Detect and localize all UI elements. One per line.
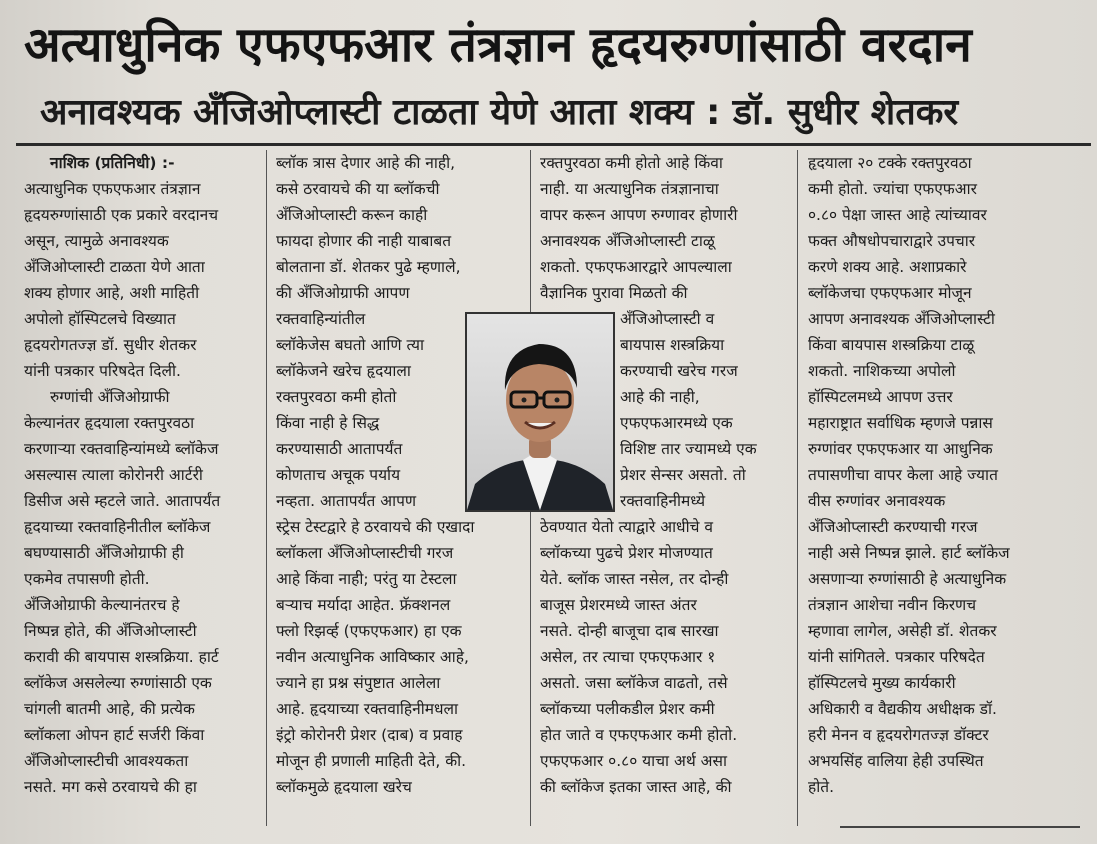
article-text-line: आहे किंवा नाही; परंतु या टेस्टला — [276, 570, 457, 588]
article-text-line: निष्पन्न होते, की अँजिओप्लास्टी — [24, 622, 197, 640]
doctor-portrait-photo — [465, 312, 615, 512]
article-text-line: बोलताना डॉ. शेतकर पुढे म्हणाले, — [276, 258, 461, 276]
article-text-line: फक्त औषधोपचाराद्वारे उपचार — [808, 232, 976, 250]
article-text-line: नव्हता. आतापर्यंत आपण — [276, 492, 417, 510]
article-text-line: अनावश्यक अँजिओप्लास्टी टाळू — [540, 232, 715, 250]
article-text-line: शक्य होणार आहे, अशी माहिती — [24, 284, 200, 302]
article-text-line: आपण अनावश्यक अँजिओप्लास्टी — [808, 310, 995, 328]
article-text-line: हरी मेनन व हृदयरोगतज्ज्ञ डॉक्टर — [808, 726, 989, 744]
article-text-line: नाही असे निष्पन्न झाले. हार्ट ब्लॉकेज — [808, 544, 1010, 562]
article-text-line: बायपास शस्त्रक्रिया — [620, 336, 725, 354]
article-text-line: बाजूस प्रेशरमध्ये जास्त अंतर — [540, 596, 697, 614]
article-text-line: अभयसिंह वालिया हेही उपस्थित — [808, 752, 984, 770]
article-text-line: असून, त्यामुळे अनावश्यक — [24, 232, 169, 250]
article-text-line: नाही. या अत्याधुनिक तंत्रज्ञानाचा — [540, 180, 719, 198]
article-text-line: एफएफआर ०.८० याचा अर्थ असा — [540, 752, 727, 770]
article-text-line: करण्यासाठी आतापर्यंत — [276, 440, 403, 458]
article-text-line: किंवा नाही हे सिद्ध — [276, 414, 380, 432]
article-text-line: असल्यास त्याला कोरोनरी आर्टरी — [24, 466, 203, 484]
article-text-line: अँजिओप्लास्टीची आवश्यकता — [24, 752, 189, 770]
article-column-1 — [24, 150, 256, 800]
article-text-line: कमी होतो. ज्यांचा एफएफआर — [808, 180, 977, 198]
article-text-line: एफएफआरमध्ये एक — [620, 414, 733, 432]
footer-rule — [840, 826, 1080, 828]
article-text-line: किंवा बायपास शस्त्रक्रिया टाळू — [808, 336, 975, 354]
article-text-line: नसते. दोन्ही बाजूचा दाब सारखा — [540, 622, 719, 640]
article-text-line: ब्लॉकला अँजिओप्लास्टीची गरज — [276, 544, 454, 562]
article-text-line: अँजिओप्लास्टी करून काही — [276, 206, 428, 224]
article-text-line: कोणताच अचूक पर्याय — [276, 466, 401, 484]
article-text-line: असणाऱ्या रुग्णांसाठी हे अत्याधुनिक — [808, 570, 1007, 588]
article-text-line: अँजिओप्लास्टी व — [620, 310, 715, 328]
article-text-line: ब्लॉकेज असलेल्या रुग्णांसाठी एक — [24, 674, 212, 692]
article-text-line: म्हणावा लागेल, असेही डॉ. शेतकर — [808, 622, 997, 640]
article-text-line: करणाऱ्या रक्तवाहिन्यांमध्ये ब्लॉकेज — [24, 440, 219, 458]
article-text-line: अधिकारी व वैद्यकीय अधीक्षक डॉ. — [808, 700, 997, 718]
article-column-4 — [808, 150, 1058, 800]
article-text-line: तंत्रज्ञान आशेचा नवीन किरणच — [808, 596, 977, 614]
article-text-line: आहे की नाही, — [620, 388, 700, 406]
article-text-line: विशिष्ट तार ज्यामध्ये एक — [620, 440, 757, 458]
article-text-line: अँजिओग्राफी केल्यानंतरच हे — [24, 596, 180, 614]
article-text-line: असेल, तर त्याचा एफएफआर १ — [540, 648, 716, 666]
article-text-line: रक्तपुरवठा कमी होतो आहे किंवा — [540, 154, 723, 172]
article-text-line: हॉस्पिटलचे मुख्य कार्यकारी — [808, 674, 956, 692]
article-text-line: की अँजिओग्राफी आपण — [276, 284, 410, 302]
article-text-line: अपोलो हॉस्पिटलचे विख्यात — [24, 310, 176, 328]
article-text-line: डिसीज असे म्हटले जाते. आतापर्यंत — [24, 492, 221, 510]
article-text-line: अत्याधुनिक एफएफआर तंत्रज्ञान — [24, 180, 201, 198]
article-text-line: करावी की बायपास शस्त्रक्रिया. हार्ट — [24, 648, 219, 666]
subheadline: अनावश्यक अँजिओप्लास्टी टाळता येणे आता शक्य : डॉ. सुधीर शेतकर — [40, 92, 959, 133]
article-text-line: होत जाते व एफएफआर कमी होतो. — [540, 726, 738, 744]
article-text-line: वैज्ञानिक पुरावा मिळतो की — [540, 284, 688, 302]
article-text-line: शकतो. नाशिकच्या अपोलो — [808, 362, 956, 380]
article-text-line: ब्लॉकेजचा एफएफआर मोजून — [808, 284, 972, 302]
column-divider — [797, 150, 798, 826]
article-text-line: हॉस्पिटलमध्ये आपण उत्तर — [808, 388, 953, 406]
article-text-line: अँजिओप्लास्टी टाळता येणे आता — [24, 258, 205, 276]
article-text-line: ०.८० पेक्षा जास्त आहे त्यांच्यावर — [808, 206, 987, 224]
article-text-line: महाराष्ट्रात सर्वाधिक म्हणजे पन्नास — [808, 414, 993, 432]
article-text-line: वीस रुग्णांवर अनावश्यक — [808, 492, 946, 510]
article-text-line: वापर करून आपण रुग्णावर होणारी — [540, 206, 738, 224]
article-text-line: हृदयाच्या रक्तवाहिनीतील ब्लॉकेज — [24, 518, 211, 536]
article-text-line: तपासणीचा वापर केला आहे ज्यात — [808, 466, 998, 484]
article-text-line: करणे शक्य आहे. अशाप्रकारे — [808, 258, 967, 276]
article-text-line: फायदा होणार की नाही याबाबत — [276, 232, 452, 250]
byline: नाशिक (प्रतिनिधी) :- — [50, 154, 175, 172]
article-text-line: नवीन अत्याधुनिक आविष्कार आहे, — [276, 648, 469, 666]
article-text-line: बघण्यासाठी अँजिओग्राफी ही — [24, 544, 184, 562]
article-text-line: ब्लॉकेजेस बघतो आणि त्या — [276, 336, 424, 354]
article-text-line: हृदयरोगतज्ज्ञ डॉ. सुधीर शेतकर — [24, 336, 197, 354]
article-text-line: शकतो. एफएफआरद्वारे आपल्याला — [540, 258, 732, 276]
article-text-line: रुग्णांची अँजिओग्राफी — [50, 388, 170, 406]
article-text-line: बऱ्याच मर्यादा आहेत. फ्रॅक्शनल — [276, 596, 451, 614]
article-text-line: करण्याची खरेच गरज — [620, 362, 738, 380]
article-text-line: ठेवण्यात येतो त्याद्वारे आधीचे व — [540, 518, 713, 536]
article-text-line: यांनी सांगितले. पत्रकार परिषदेत — [808, 648, 985, 666]
article-text-line: नसते. मग कसे ठरवायचे की हा — [24, 778, 197, 796]
article-text-line: रक्तवाहिनीमध्ये — [620, 492, 706, 510]
article-text-line: इंट्रो कोरोनरी प्रेशर (दाब) व प्रवाह — [276, 726, 463, 744]
article-text-line: ब्लॉकला ओपन हार्ट सर्जरी किंवा — [24, 726, 205, 744]
headline: अत्याधुनिक एफएफआर तंत्रज्ञान हृदयरुग्णांसाठी वरदान — [24, 17, 972, 73]
article-text-line: यांनी पत्रकार परिषदेत दिली. — [24, 362, 181, 380]
article-text-line: हृदयरुग्णांसाठी एक प्रकारे वरदानच — [24, 206, 219, 224]
article-text-line: प्रेशर सेन्सर असतो. तो — [620, 466, 746, 484]
article-text-line: मोजून ही प्रणाली माहिती देते, की. — [276, 752, 467, 770]
article-text-line: केल्यानंतर हृदयाला रक्तपुरवठा — [24, 414, 195, 432]
article-text-line: ब्लॉकच्या पलीकडील प्रेशर कमी — [540, 700, 715, 718]
article-text-line: आहे. हृदयाच्या रक्तवाहिनीमधला — [276, 700, 459, 718]
article-text-line: ब्लॉकच्या पुढचे प्रेशर मोजण्यात — [540, 544, 713, 562]
article-text-line: रुग्णांवर एफएफआर या आधुनिक — [808, 440, 993, 458]
article-text-line: कसे ठरवायचे की या ब्लॉकची — [276, 180, 440, 198]
article-text-line: एकमेव तपासणी होती. — [24, 570, 150, 588]
article-text-line: होते. — [808, 778, 835, 796]
article-text-line: ब्लॉकेजने खरेच हृदयाला — [276, 362, 411, 380]
article-text-line: रक्तवाहिन्यांतील — [276, 310, 366, 328]
article-text-line: ब्लॉकमुळे हृदयाला खरेच — [276, 778, 412, 796]
article-text-line: असतो. जसा ब्लॉकेज वाढतो, तसे — [540, 674, 728, 692]
article-text-line: येते. ब्लॉक जास्त नसेल, तर दोन्ही — [540, 570, 729, 588]
article-text-line: चांगली बातमी आहे, की प्रत्येक — [24, 700, 195, 718]
article-text-line: फ्लो रिझर्व्ह (एफएफआर) हा एक — [276, 622, 462, 640]
article-text-line: हृदयाला २० टक्के रक्तपुरवठा — [808, 154, 972, 172]
article-text-line: ब्लॉक त्रास देणार आहे की नाही, — [276, 154, 456, 172]
headline-divider — [16, 143, 1091, 146]
article-text-line: की ब्लॉकेज इतका जास्त आहे, की — [540, 778, 732, 796]
article-text-line: रक्तपुरवठा कमी होतो — [276, 388, 397, 406]
article-text-line: अँजिओप्लास्टी करण्याची गरज — [808, 518, 978, 536]
column-divider — [266, 150, 267, 826]
article-text-line: ज्याने हा प्रश्न संपुष्टात आलेला — [276, 674, 441, 692]
article-text-line: स्ट्रेस टेस्टद्वारे हे ठरवायचे की एखादा — [276, 518, 475, 536]
